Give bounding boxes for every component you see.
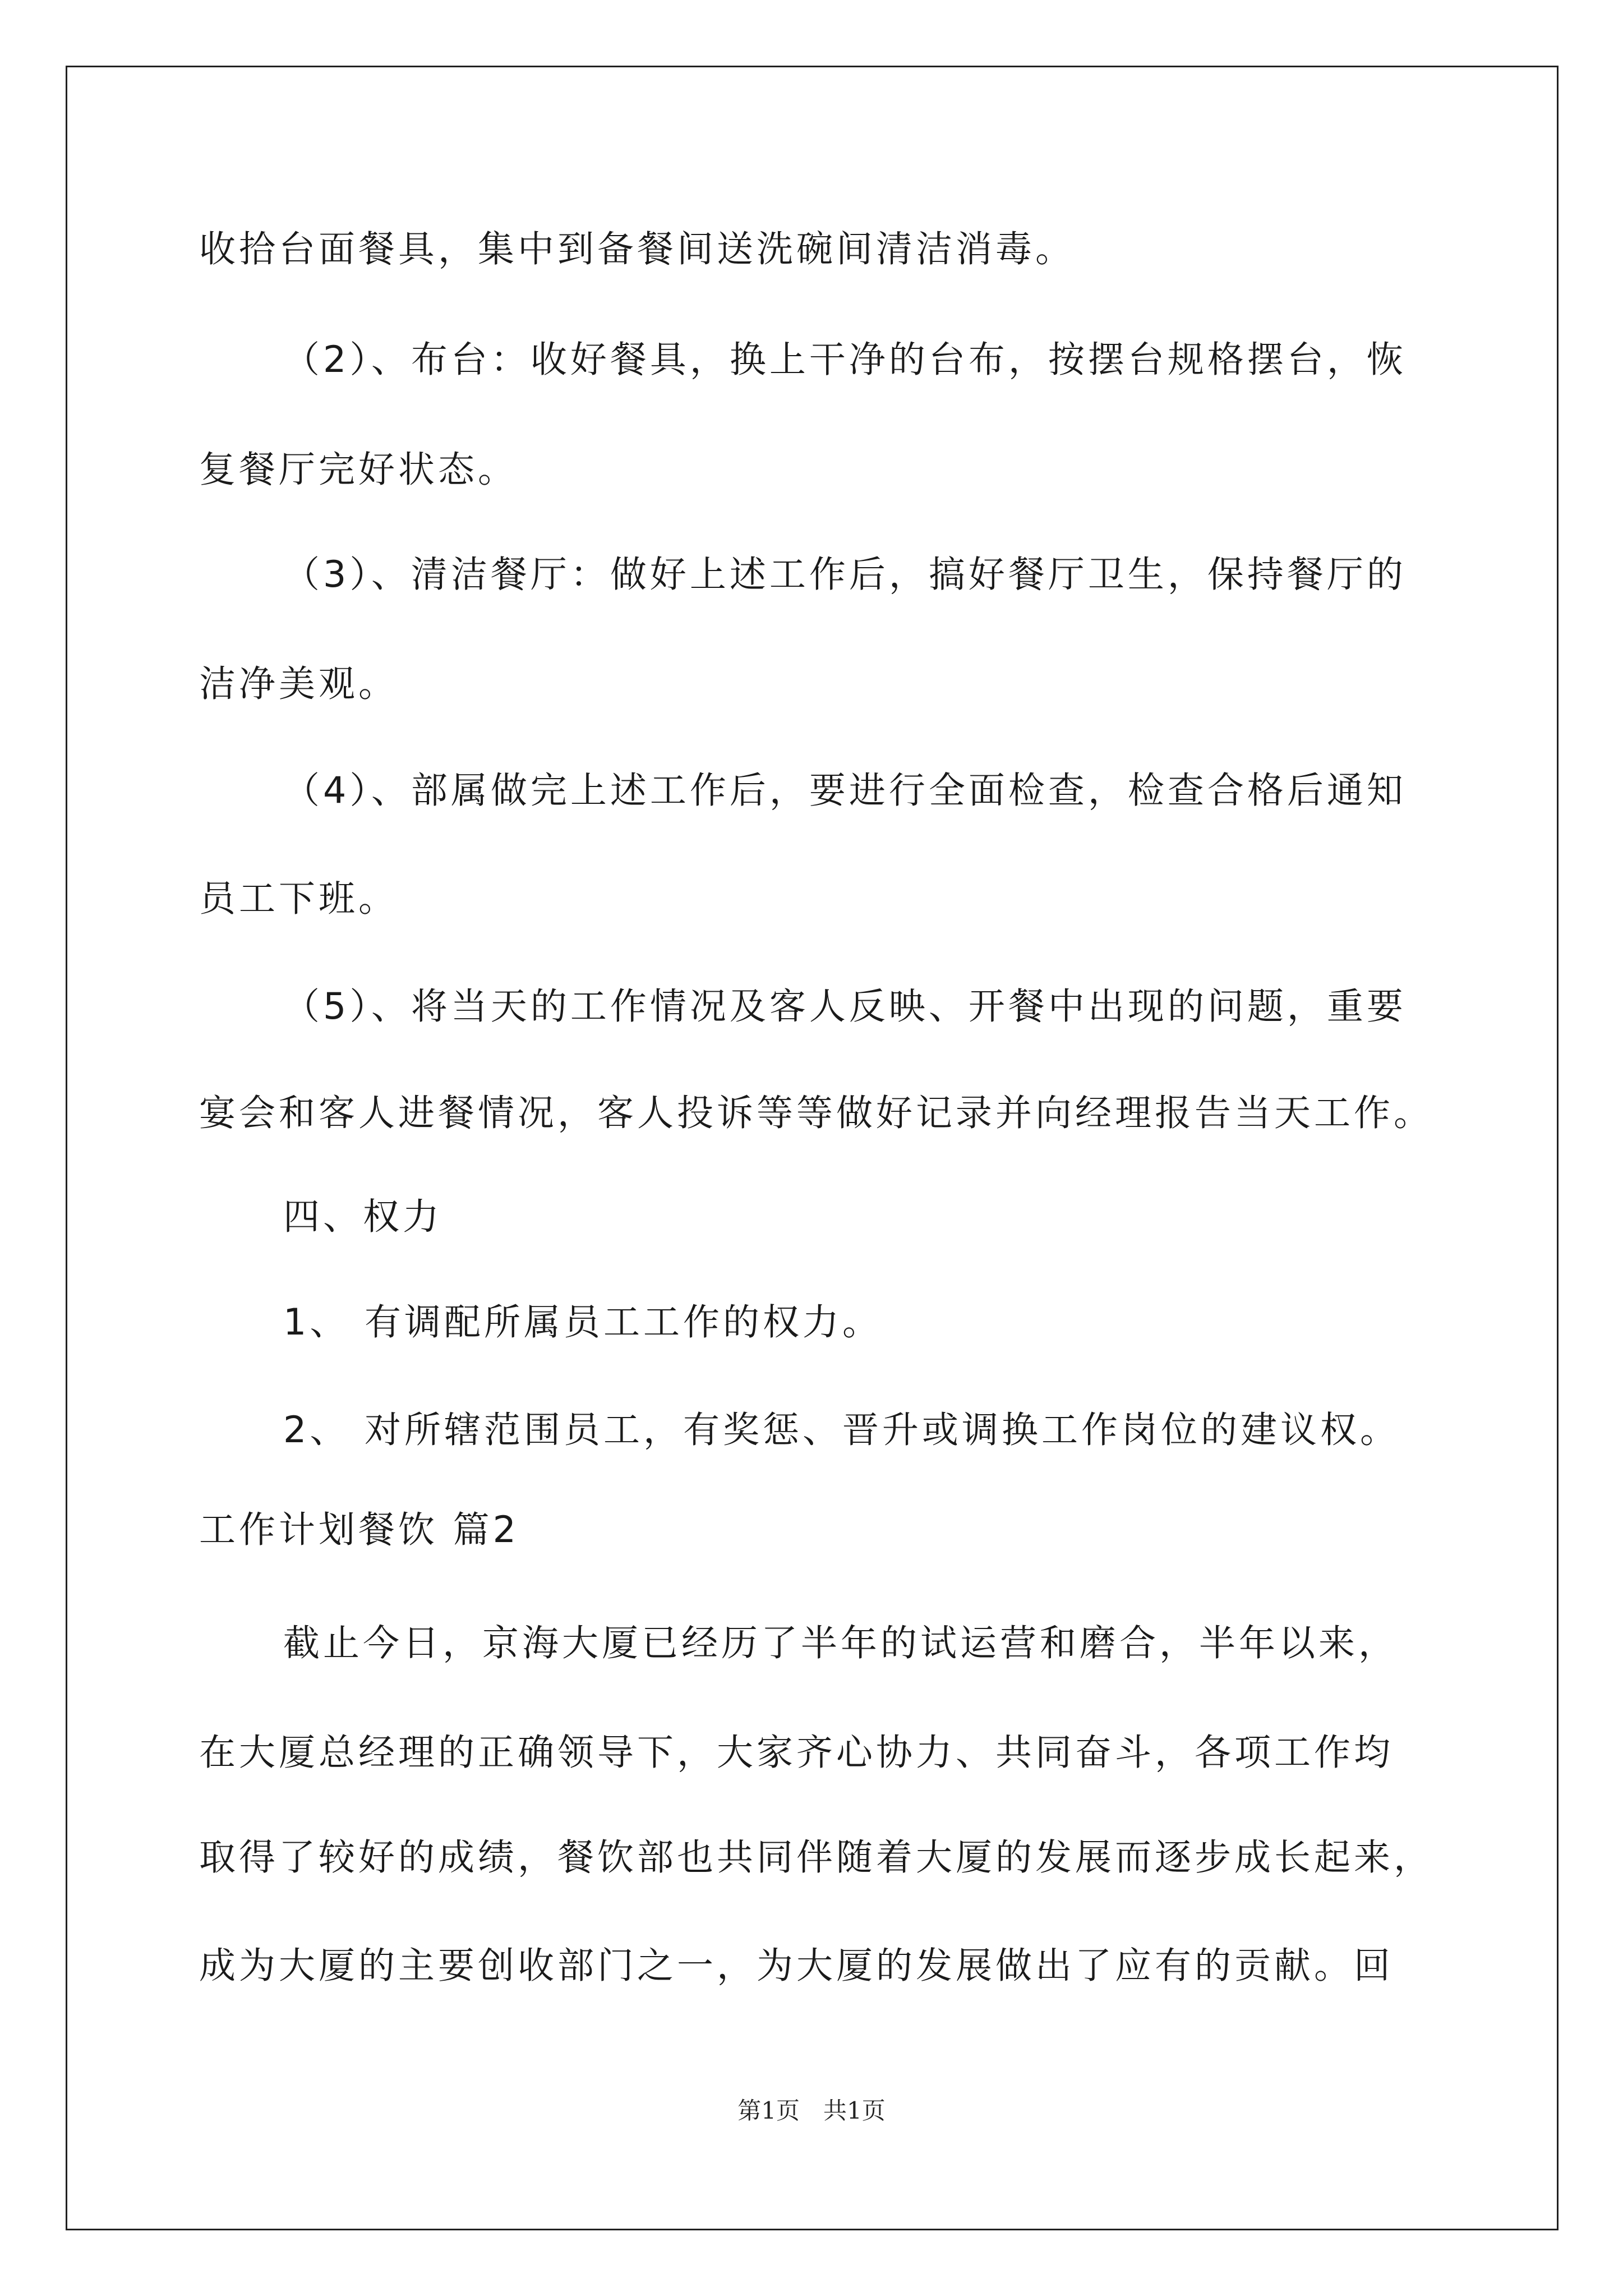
paragraph-line: 复餐厅完好状态。 (199, 449, 518, 491)
paragraph-line: （4）、部属做完上述工作后，要进行全面检查，检查合格后通知 (283, 770, 1407, 812)
article-title: 工作计划餐饮 篇2 (199, 1509, 520, 1551)
paragraph-line: 在大厦总经理的正确领导下，大家齐心协力、共同奋斗，各项工作均 (199, 1732, 1394, 1774)
page-border (66, 66, 1559, 2230)
paragraph-line: 员工下班。 (199, 878, 399, 920)
paragraph-line: （2）、布台：收好餐具，换上干净的台布，按摆台规格摆台，恢 (283, 339, 1407, 381)
paragraph-line: （5）、将当天的工作情况及客人反映、开餐中出现的问题，重要 (283, 986, 1407, 1028)
paragraph-line: 成为大厦的主要创收部门之一，为大厦的发展做出了应有的贡献。回 (199, 1945, 1394, 1987)
paragraph-line: （3）、清洁餐厅：做好上述工作后，搞好餐厅卫生，保持餐厅的 (283, 554, 1407, 596)
list-item: 1、 有调配所属员工工作的权力。 (283, 1301, 883, 1343)
page-number-footer: 第1页 共1页 (737, 2097, 886, 2124)
paragraph-line: 宴会和客人进餐情况，客人投诉等等做好记录并向经理报告当天工作。 (199, 1092, 1434, 1134)
paragraph-line: 截止今日，京海大厦已经历了半年的试运营和磨合，半年以来， (283, 1622, 1399, 1664)
section-heading: 四、权力 (283, 1196, 443, 1238)
paragraph-line: 洁净美观。 (199, 663, 399, 705)
paragraph-line: 取得了较好的成绩，餐饮部也共同伴随着大厦的发展而逐步成长起来， (199, 1837, 1434, 1879)
list-item: 2、 对所辖范围员工，有奖惩、晋升或调换工作岗位的建议权。 (283, 1409, 1400, 1451)
paragraph-line: 收拾台面餐具，集中到备餐间送洗碗间清洁消毒。 (199, 228, 1076, 270)
